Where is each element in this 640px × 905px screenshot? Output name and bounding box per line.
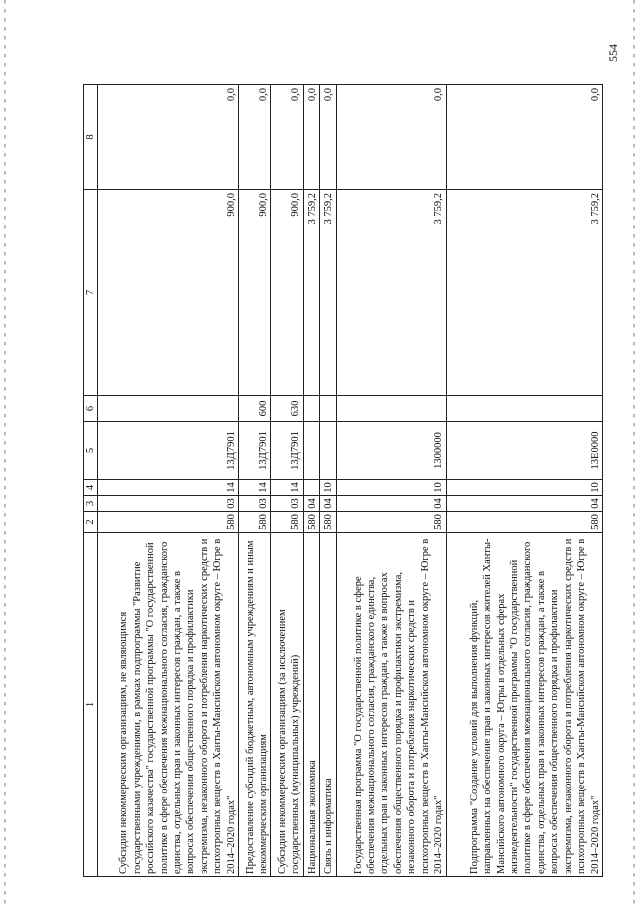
code-cell: 03 — [98, 496, 239, 512]
amount-cell: 0,0 — [271, 85, 303, 190]
code-cell: 13Д7901 — [271, 422, 303, 480]
amount-cell: 0,0 — [446, 85, 602, 190]
code-cell: 1300000 — [336, 422, 446, 480]
code-cell: 03 — [271, 496, 303, 512]
code-cell: 13Д7901 — [98, 422, 239, 480]
code-cell: 630 — [271, 396, 303, 422]
column-header: 7 — [84, 190, 98, 396]
amount-cell: 0,0 — [336, 85, 446, 190]
code-cell: 14 — [239, 480, 271, 496]
code-cell: 04 — [446, 496, 602, 512]
table-row — [336, 85, 446, 877]
code-cell — [303, 396, 320, 422]
code-cell: 580 — [271, 512, 303, 533]
code-cell: 580 — [239, 512, 271, 533]
amount-cell: 0,0 — [320, 85, 337, 190]
table-row — [239, 85, 271, 877]
code-cell: 04 — [303, 496, 320, 512]
budget-table — [83, 84, 603, 877]
code-cell: 10 — [446, 480, 602, 496]
amount-cell: 900,0 — [271, 190, 303, 396]
rotated-document-page — [83, 85, 603, 877]
amount-cell: 3 759,2 — [320, 190, 337, 396]
code-cell — [446, 396, 602, 422]
code-cell — [98, 396, 239, 422]
column-header: 6 — [84, 396, 98, 422]
row-description: Субсидии некоммерческим организациям, не являющимся государственными учреждениями, в рамках подпрограммы "Развитие российского казачества" государственной программы "О государственной политике в сфере обеспечения межнационального согласия, гражданского единства, отдельных прав и законных интересов граждан, а также в вопросах обеспечения общественного порядка и профилактики экстремизма, незаконного оборота и потребления наркотических средств и психотропных веществ в Ханты-Мансийском автономном округе – Югре в 2014–2020 годах" — [98, 533, 239, 877]
code-cell: 10 — [320, 480, 337, 496]
amount-cell: 0,0 — [239, 85, 271, 190]
row-description: Национальная экономика — [303, 533, 320, 877]
column-header: 4 — [84, 480, 98, 496]
code-cell: 580 — [446, 512, 602, 533]
table-row — [271, 85, 303, 877]
column-header: 2 — [84, 512, 98, 533]
code-cell: 03 — [239, 496, 271, 512]
amount-cell: 900,0 — [98, 190, 239, 396]
column-header: 1 — [84, 533, 98, 877]
code-cell — [336, 396, 446, 422]
amount-cell: 3 759,2 — [303, 190, 320, 396]
scan-edge-left — [4, 0, 6, 905]
amount-cell: 3 759,2 — [336, 190, 446, 396]
code-cell: 04 — [336, 496, 446, 512]
row-description: Предоставление субсидий бюджетным, автономным учреждениям и иным некоммерческим организациям — [239, 533, 271, 877]
table-row — [303, 85, 320, 877]
amount-cell: 3 759,2 — [446, 190, 602, 396]
code-cell: 580 — [303, 512, 320, 533]
row-description: Связь и информатика — [320, 533, 337, 877]
row-description: Субсидии некоммерческим организациям (за исключением государственных (муниципальных) учреждений) — [271, 533, 303, 877]
table-row — [446, 85, 602, 877]
amount-cell: 900,0 — [239, 190, 271, 396]
row-description: Подпрограмма "Создание условий для выполнения функций, направленных на обеспечение прав и законных интересов жителей Ханты-Мансийского автономного округа – Югры в отдельных сферах жизнедеятельности" государственной программы "О государственной политике в сфере обеспечения межнационального согласия, гражданского единства, отдельных прав и законных интересов граждан, а также в вопросах обеспечения общественного порядка и профилактики экстремизма, незаконного оборота и потребления наркотических средств и психотропных веществ в Ханты-Мансийском автономном округе – Югре в 2014–2020 годах" — [446, 533, 602, 877]
code-cell: 14 — [98, 480, 239, 496]
code-cell — [303, 422, 320, 480]
code-cell: 580 — [336, 512, 446, 533]
amount-cell: 0,0 — [303, 85, 320, 190]
scan-edge-right — [633, 0, 635, 905]
code-cell: 04 — [320, 496, 337, 512]
amount-cell: 0,0 — [98, 85, 239, 190]
code-cell: 10 — [336, 480, 446, 496]
column-header: 3 — [84, 496, 98, 512]
code-cell: 580 — [98, 512, 239, 533]
code-cell — [303, 480, 320, 496]
table-row — [320, 85, 337, 877]
column-header: 5 — [84, 422, 98, 480]
code-cell: 14 — [271, 480, 303, 496]
code-cell: 600 — [239, 396, 271, 422]
code-cell: 13Е0000 — [446, 422, 602, 480]
code-cell: 13Д7901 — [239, 422, 271, 480]
page-number: 554 — [606, 44, 620, 62]
code-cell — [320, 396, 337, 422]
header-row — [84, 85, 98, 877]
column-header: 8 — [84, 85, 98, 190]
table-row — [98, 85, 239, 877]
row-description: Государственная программа "О государственной политике в сфере обеспечения межнационального согласия, гражданского единства, отдельных прав и законных интересов граждан, а также в вопросах обеспечения общественного порядка и профилактики экстремизма, незаконного оборота и потребления наркотических средств и психотропных веществ в Ханты-Мансийском автономном округе – Югре в 2014–2020 годах" — [336, 533, 446, 877]
code-cell — [320, 422, 337, 480]
code-cell: 580 — [320, 512, 337, 533]
